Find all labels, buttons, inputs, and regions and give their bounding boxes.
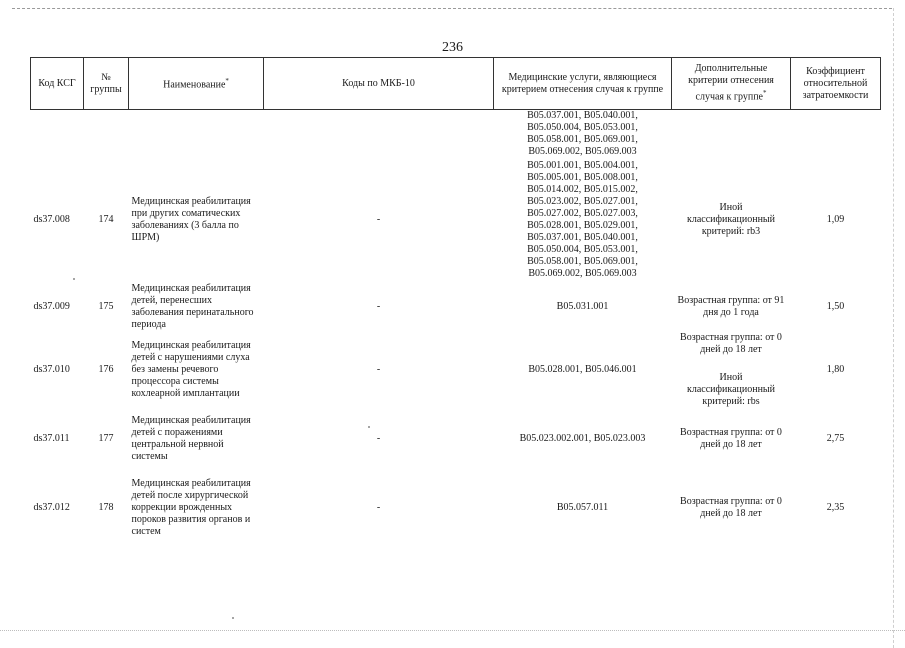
table-row [31, 332, 881, 408]
row-name: Медицинская реабилитация при других соматических заболеваниях (3 балла по ШРМ) [131, 196, 251, 243]
row-code: ds37.008 [33, 214, 70, 225]
row-criteria [672, 470, 791, 546]
row-mkb: - [376, 433, 381, 444]
row-criteria [672, 332, 791, 408]
header-code: Код КСГ [31, 58, 84, 110]
row-coefficient: 1,09 [826, 214, 845, 225]
continuation-services: B05.037.001, B05.040.001, B05.050.004, B05.053.001, B05.058.001, B05.069.001, B05.069.002, B05.069.003 [527, 110, 638, 157]
header-name-text: Наименование [163, 79, 226, 91]
row-mkb: - [376, 214, 381, 225]
row-coefficient: 2,35 [826, 502, 845, 513]
header-name [129, 58, 264, 110]
criteria-line: Иной классификационный критерий: rbs [687, 372, 775, 407]
row-code: ds37.010 [33, 364, 70, 375]
row-criteria [672, 158, 791, 282]
row-group-number: 177 [98, 433, 114, 444]
table-row [31, 470, 881, 546]
header-extra-footnote: * [762, 89, 767, 98]
row-mkb: - [376, 301, 381, 312]
page-number: 236 [442, 40, 463, 55]
row-criteria [672, 282, 791, 332]
scan-top-border [12, 8, 892, 9]
criteria-line: Возрастная группа: от 0 дней до 18 лет [680, 496, 782, 519]
scan-bottom-border [0, 630, 905, 631]
row-criteria [672, 408, 791, 470]
row-services: B05.031.001 [556, 301, 609, 312]
criteria-line: Возрастная группа: от 0 дней до 18 лет [680, 427, 782, 450]
scan-right-edge [893, 8, 894, 648]
header-services: Медицинские услуги, являющиеся критерием отнесения случая к группе [494, 58, 672, 110]
row-coefficient: 1,80 [826, 364, 845, 375]
table-row [31, 282, 881, 332]
criteria-line: Возрастная группа: от 0 дней до 18 лет [680, 332, 782, 355]
row-name: Медицинская реабилитация детей, перенесших заболевания перинатального периода [131, 283, 254, 330]
table-header-row [31, 58, 881, 110]
table-row [31, 158, 881, 282]
row-mkb: - [376, 364, 381, 375]
header-extra-criteria [672, 58, 791, 110]
row-code: ds37.009 [33, 301, 70, 312]
row-mkb: - [376, 502, 381, 513]
header-name-footnote: * [225, 77, 229, 86]
criteria-line: Иной классификационный критерий: rb3 [687, 202, 775, 237]
ksg-table [30, 57, 881, 546]
row-group-number: 175 [98, 301, 114, 312]
row-group-number: 176 [98, 364, 114, 375]
row-services: B05.057.011 [556, 502, 609, 513]
row-code: ds37.011 [33, 433, 70, 444]
continuation-row [31, 110, 881, 159]
header-group-number: № группы [84, 58, 129, 110]
row-name: Медицинская реабилитация детей с нарушениями слуха без замены речевого процессора системы кохлеарной имплантации [131, 340, 251, 399]
row-name: Медицинская реабилитация детей после хирургической коррекции врожденных пороков развития органов и систем [131, 478, 251, 537]
row-group-number: 178 [98, 502, 114, 513]
scan-speck [232, 617, 234, 619]
row-coefficient: 1,50 [826, 301, 845, 312]
row-code: ds37.012 [33, 502, 70, 513]
header-mkb: Коды по МКБ-10 [264, 58, 494, 110]
criteria-line: Возрастная группа: от 91 дня до 1 года [677, 295, 785, 318]
row-coefficient: 2,75 [826, 433, 845, 444]
header-coefficient: Коэффициент относительной затратоемкости [791, 58, 881, 110]
row-group-number: 174 [98, 214, 114, 225]
row-services: B05.023.002.001, B05.023.003 [519, 433, 646, 444]
row-services: B05.001.001, B05.004.001, B05.005.001, B05.008.001, B05.014.002, B05.015.002, B05.023.002, B05.027.001, B05.027.002, B05.027.003, B05.028.001, B05.029.001, B05.037.001, B05.040.001, B05.050.004, B05.053.001, B05.058.001, B05.069.001, B05.069.002, B05.069.003 [527, 160, 638, 279]
header-extra-text: Дополнительные критерии отнесения случая к группе [688, 63, 774, 103]
row-name: Медицинская реабилитация детей с поражениями центральной нервной системы [131, 415, 251, 462]
table-row [31, 408, 881, 470]
row-services: B05.028.001, B05.046.001 [528, 364, 637, 375]
